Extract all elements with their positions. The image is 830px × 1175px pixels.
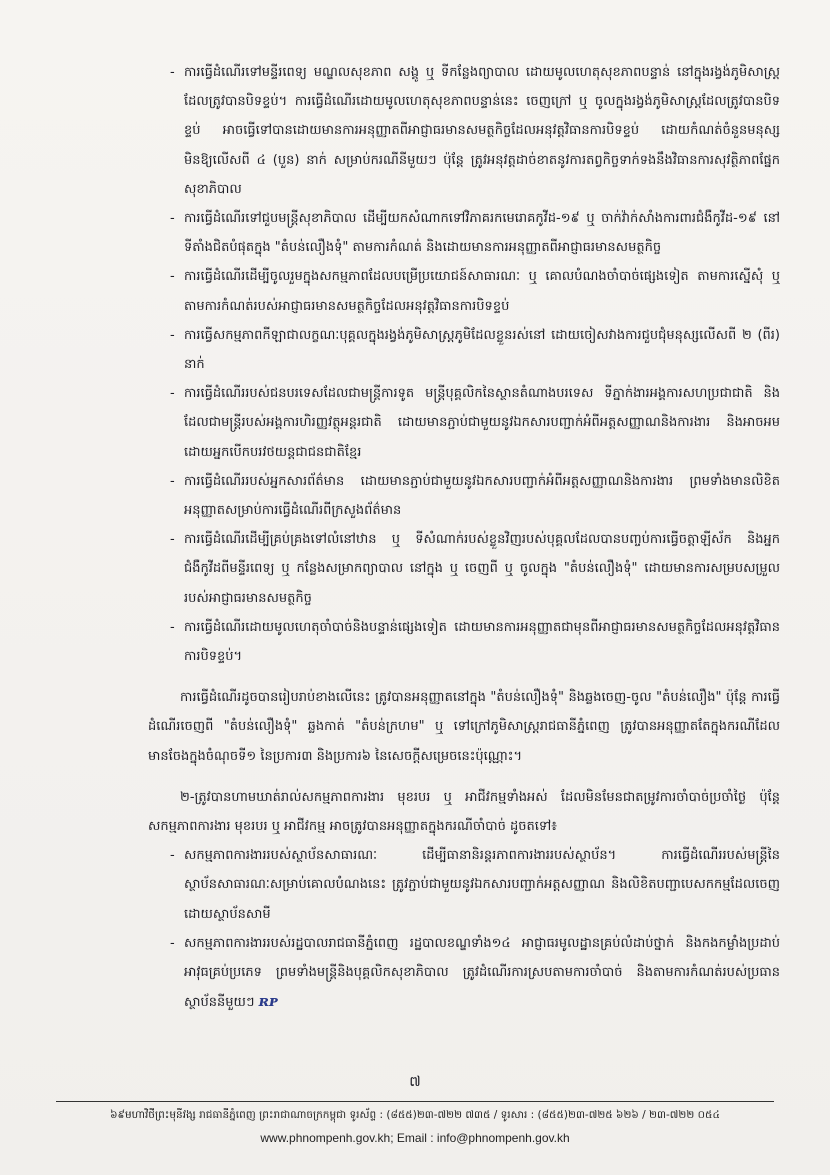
section-2-paragraph: ២-ត្រូវបានហាមឃាត់រាល់សកម្មភាពការងារ មុខរបរ ឬ អាជីវកម្មទាំងអស់ ដែលមិនមែនជាតម្រូវការចាំបាច់ប្រចាំថ្ងៃ ប៉ុន្តែ សកម្មភាពការងារ មុខរបរ ឬ អាជីវកម្ម អាចត្រូវបានអនុញ្ញាតក្នុងករណីចាំបាច់ ដូចតទៅ៖ [148, 789, 780, 835]
list-item: - ការធ្វើដំណើរទៅមន្ទីរពេទ្យ មណ្ឌលសុខភាព សង្គូ ឬ ទីកន្លែងព្យាបាល ដោយមូលហេតុសុខភាពបន្ទាន់ នៅក្នុងរង្វង់ភូមិសាស្ត្រដែលត្រូវបានបិទខ្ទប់។ ការធ្វើដំណើរដោយមូលហេតុសុខភាពបន្ទាន់នេះ ចេញក្រៅ ឬ ចូលក្នុងរង្វង់ភូមិសាស្ត្រដែលត្រូវបានបិទខ្ទប់ អាចធ្វើទៅបានដោយមានការអនុញ្ញាតពីអាជ្ញាធរមានសមត្ថកិច្ចដែលអនុវត្តវិធានការបិទខ្ទប់ ដោយកំណត់ចំនួនមនុស្សមិនឱ្យលើសពី ៤ (បួន) នាក់ សម្រាប់ករណីនីមួយៗ ប៉ុន្តែ ត្រូវអនុវត្តដាច់ខាតនូវការតព្វកិច្ចទាក់ទងនឹងវិធានការសុវត្ថិភាពផ្នែកសុខាភិបាល [170, 65, 780, 197]
list-item: - សកម្មភាពការងាររបស់រដ្ឋបាលរាជធានីភ្នំពេញ រដ្ឋបាលខណ្ឌទាំង១៤ អាជ្ញាធរមូលដ្ឋានគ្រប់លំដាប់ថ្នាក់ និងកងកម្លាំងប្រដាប់អាវុធគ្រប់ប្រភេទ ព្រមទាំងមន្ត្រីនិងបុគ្គលិកសុខាភិបាល ត្រូវដំណើរការស្របតាមការចាំបាច់ និងតាមការកំណត់របស់ប្រធានស្ថាប័ននីមួយៗ ʀᴘ [170, 929, 780, 1018]
list-item: - ការធ្វើដំណើរដើម្បីចូលរួមក្នុងសកម្មភាពដែលបម្រើប្រយោជន៍សាធារណៈ ឬ គោលបំណងចាំបាច់ផ្សេងទៀត តាមការស្នើសុំ ឬ តាមការកំណត់របស់អាជ្ញាធរមានសមត្ថកិច្ចដែលអនុវត្តវិធានការបិទខ្ទប់ [170, 269, 780, 314]
list-item: - ការធ្វើដំណើរទៅជួបមន្ត្រីសុខាភិបាល ដើម្បីយកសំណាកទៅវិភាគរកមេរោគកូវីដ-១៩ ឬ ចាក់វ៉ាក់សាំងការពារជំងឺកូវីដ-១៩ នៅទីតាំងជិតបំផុតក្នុង "តំបន់លឿងទុំ" តាមការកំណត់ និងដោយមានការអនុញ្ញាតពីអាជ្ញាធរមានសមត្ថកិច្ច [170, 211, 780, 256]
footer-divider [56, 1101, 774, 1102]
footer-address: ៦៩មហាវិថីព្រះមុនីវង្ស រាជធានីភ្នំពេញ ព្រះរាជាណាចក្រកម្ពុជា ទូរស័ព្ទ : (៨៥៥)២៣-៧២២ ៧៣៥ / ទូរសារ : (៨៥៥)២៣-៧២៥ ៦២៦ / ២៣-៧២២ ០៥៤ [110, 1109, 720, 1121]
list-item: - ការធ្វើដំណើររបស់អ្នកសារព័ត៌មាន ដោយមានភ្ជាប់ជាមួយនូវឯកសារបញ្ជាក់អំពីអត្តសញ្ញាណនិងការងារ ព្រមទាំងមានលិខិតអនុញ្ញាតសម្រាប់ការធ្វើដំណើរពីក្រសួងព័ត៌មាន [170, 473, 780, 519]
list-item: - ការធ្វើដំណើរដើម្បីគ្រប់គ្រងទៅលំនៅឋាន ឬ ទីសំណាក់របស់ខ្លួនវិញរបស់បុគ្គលដែលបានបញ្ចប់ការធ្វើចត្តាឡីស័ក និងអ្នកជំងឺកូវីដពីមន្ទីរពេទ្យ ឬ កន្លែងសម្រាកព្យាបាល នៅក្នុង ឬ ចេញពី ឬ ចូលក្នុង "តំបន់លឿងទុំ" ដោយមានការសម្របសម្រួលរបស់អាជ្ញាធរមានសមត្ថកិច្ច [170, 532, 780, 606]
list-item: - សកម្មភាពការងាររបស់ស្ថាប័នសាធារណៈ ដើម្បីធានានិរន្តរភាពការងាររបស់ស្ថាប័ន។ ការធ្វើដំណើររបស់មន្ត្រីនៃស្ថាប័នសាធារណៈសម្រាប់គោលបំណងនេះ ត្រូវភ្ជាប់ជាមួយនូវឯកសារបញ្ជាក់អត្តសញ្ញាណ និងលិខិតបញ្ជាបេសកកម្មដែលចេញដោយស្ថាប័នសាមី [170, 848, 780, 922]
page-number: ៧ [409, 1074, 421, 1090]
list-item: - ការធ្វើដំណើររបស់ជនបរទេសដែលជាមន្ត្រីការទូត មន្ត្រីបុគ្គលិកនៃស្ថានតំណាងបរទេស ទីភ្នាក់ងារអង្គការសហប្រជាជាតិ និងដែលជាមន្ត្រីរបស់អង្គការហិរញ្ញវត្ថុអន្តរជាតិ ដោយមានភ្ជាប់ជាមួយនូវឯកសារបញ្ជាក់អំពីអត្តសញ្ញាណនិងការងារ និងអាចអមដោយអ្នកបើកបរវថយន្តជាជនជាតិខ្មែរ [170, 386, 780, 460]
footer-contact: www.phnompenh.gov.kh; Email : info@phnompenh.gov.kh [260, 1131, 570, 1145]
handwritten-initials: ʀᴘ [258, 992, 278, 1011]
summary-paragraph: ការធ្វើដំណើរដូចបានរៀបរាប់ខាងលើនេះ ត្រូវបានអនុញ្ញាតនៅក្នុង "តំបន់លឿងទុំ" និងឆ្លងចេញ-ចូល "តំបន់លឿង" ប៉ុន្តែ ការធ្វើដំណើរចេញពី "តំបន់លឿងទុំ" ឆ្លងកាត់ "តំបន់ក្រហម" ឬ ទៅក្រៅភូមិសាស្ត្ររាជធានីភ្នំពេញ ត្រូវបានអនុញ្ញាតតែក្នុងករណីដែលមានចែងក្នុងចំណុចទី១ នៃប្រការ៣ និងប្រការ៦ នៃសេចក្តីសម្រេចនេះប៉ុណ្ណោះ។ [148, 690, 780, 764]
list-item: - ការធ្វើដំណើរដោយមូលហេតុចាំបាច់និងបន្ទាន់ផ្សេងទៀត ដោយមានការអនុញ្ញាតជាមុនពីអាជ្ញាធរមានសមត្ថកិច្ចដែលអនុវត្តវិធានការបិទខ្ទប់។ [170, 619, 780, 665]
document-body [148, 58, 780, 1018]
list-item: - ការធ្វើសកម្មភាពកីឡាជាលក្ខណៈបុគ្គលក្នុងរង្វង់ភូមិសាស្ត្រភូមិដែលខ្លួនរស់នៅ ដោយចៀសវាងការជួបជុំមនុស្សលើសពី ២ (ពីរ) នាក់ [170, 327, 780, 373]
